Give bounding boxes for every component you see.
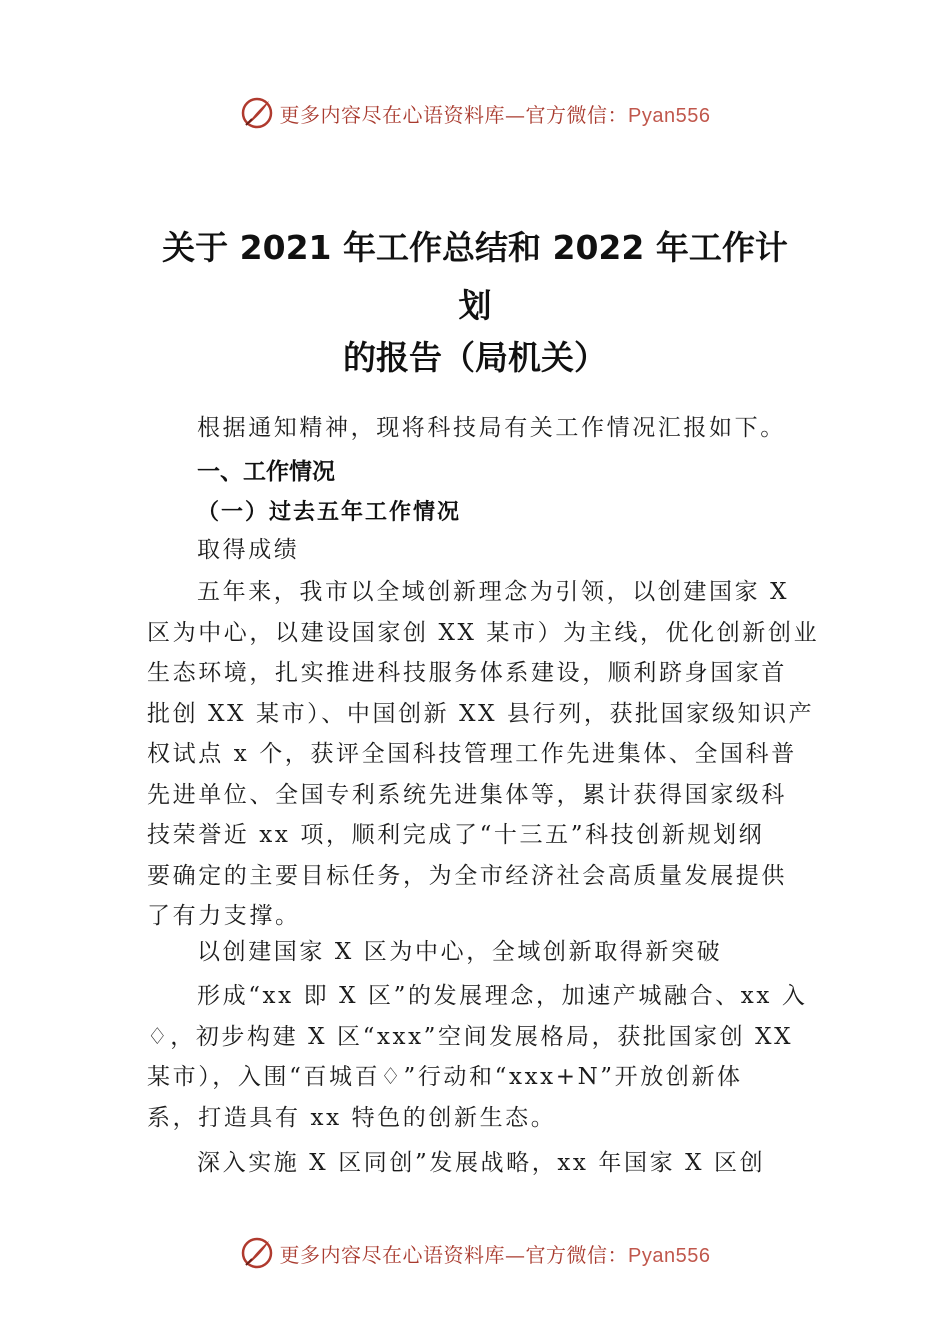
watermark-text [280,99,711,128]
paragraph-line: 系，打造具有 xx 特色的创新生态。 [147,1104,557,1131]
paragraph-line: 形成“xx 即 X 区”的发展理念，加速产城融合、xx 入 [197,983,808,1009]
achievements-label-block [147,530,807,571]
paragraph-line: 权试点 x 个，获评全国科技管理工作先进集体、全国科普 [147,741,797,767]
paragraph-line: 要确定的主要目标任务，为全市经济社会高质量发展提供 [147,862,787,889]
paragraph-development-concept [147,976,807,1138]
quill-logo-icon [240,96,274,130]
paragraph-line: ♢，初步构建 X 区“xxx”空间发展格局，获批国家创 XX [147,1023,794,1050]
section-heading: 一、工作情况 [197,459,335,485]
watermark-wechat-id: Pyan556 [628,104,711,127]
paragraph-line: 深入实施 X 区同创”发展战略，xx 年国家 X 区创 [197,1150,766,1176]
document-title-line-3: 的报告（局机关） [343,338,607,377]
paragraph-line: 五年来，我市以全域创新理念为引领，以创建国家 X [197,579,790,605]
paragraph-line: 了有力支撑。 [147,903,301,929]
watermark-wechat-id: Pyan556 [628,1244,711,1267]
watermark-text [280,1239,711,1268]
watermark-banner-top [0,93,950,133]
document-title-line-2: 划 [458,286,492,325]
achievements-label: 取得成绩 [197,537,300,563]
subheading-text: 以创建国家 X 区为中心，全域创新取得新突破 [197,939,723,965]
intro-text: 根据通知精神，现将科技局有关工作情况汇报如下。 [197,415,786,441]
watermark-label: 更多内容尽在心语资料库—官方微信： [279,102,629,127]
paragraph-line: 区为中心，以建设国家创 XX 某市）为主线，优化创新创业 [147,619,820,646]
subheading-x-zone [147,932,807,973]
paragraph-line: 批创 XX 某市）、中国创新 XX 县行列，获批国家级知识产 [147,700,815,727]
watermark-label: 更多内容尽在心语资料库—官方微信： [279,1242,629,1267]
document-title-line-1: 关于 2021 年工作总结和 2022 年工作计 [162,228,788,267]
paragraph-line: 先进单位、全国专利系统先进集体等，累计获得国家级科 [147,781,787,808]
paragraph-line: 技荣誉近 xx 项，顺利完成了“十三五”科技创新规划纲 [147,822,765,848]
paragraph-strategy [147,1143,807,1184]
paragraph-five-years [147,572,820,937]
intro-paragraph [147,408,807,449]
subsection-heading: （一）过去五年工作情况 [197,499,462,525]
quill-logo-icon [240,1236,274,1270]
paragraph-line: 某市），入围“百城百♢”行动和“xxx+N”开放创新体 [147,1064,743,1090]
paragraph-line: 生态环境，扎实推进科技服务体系建设，顺利跻身国家首 [147,660,787,686]
watermark-banner-bottom [0,1233,950,1273]
